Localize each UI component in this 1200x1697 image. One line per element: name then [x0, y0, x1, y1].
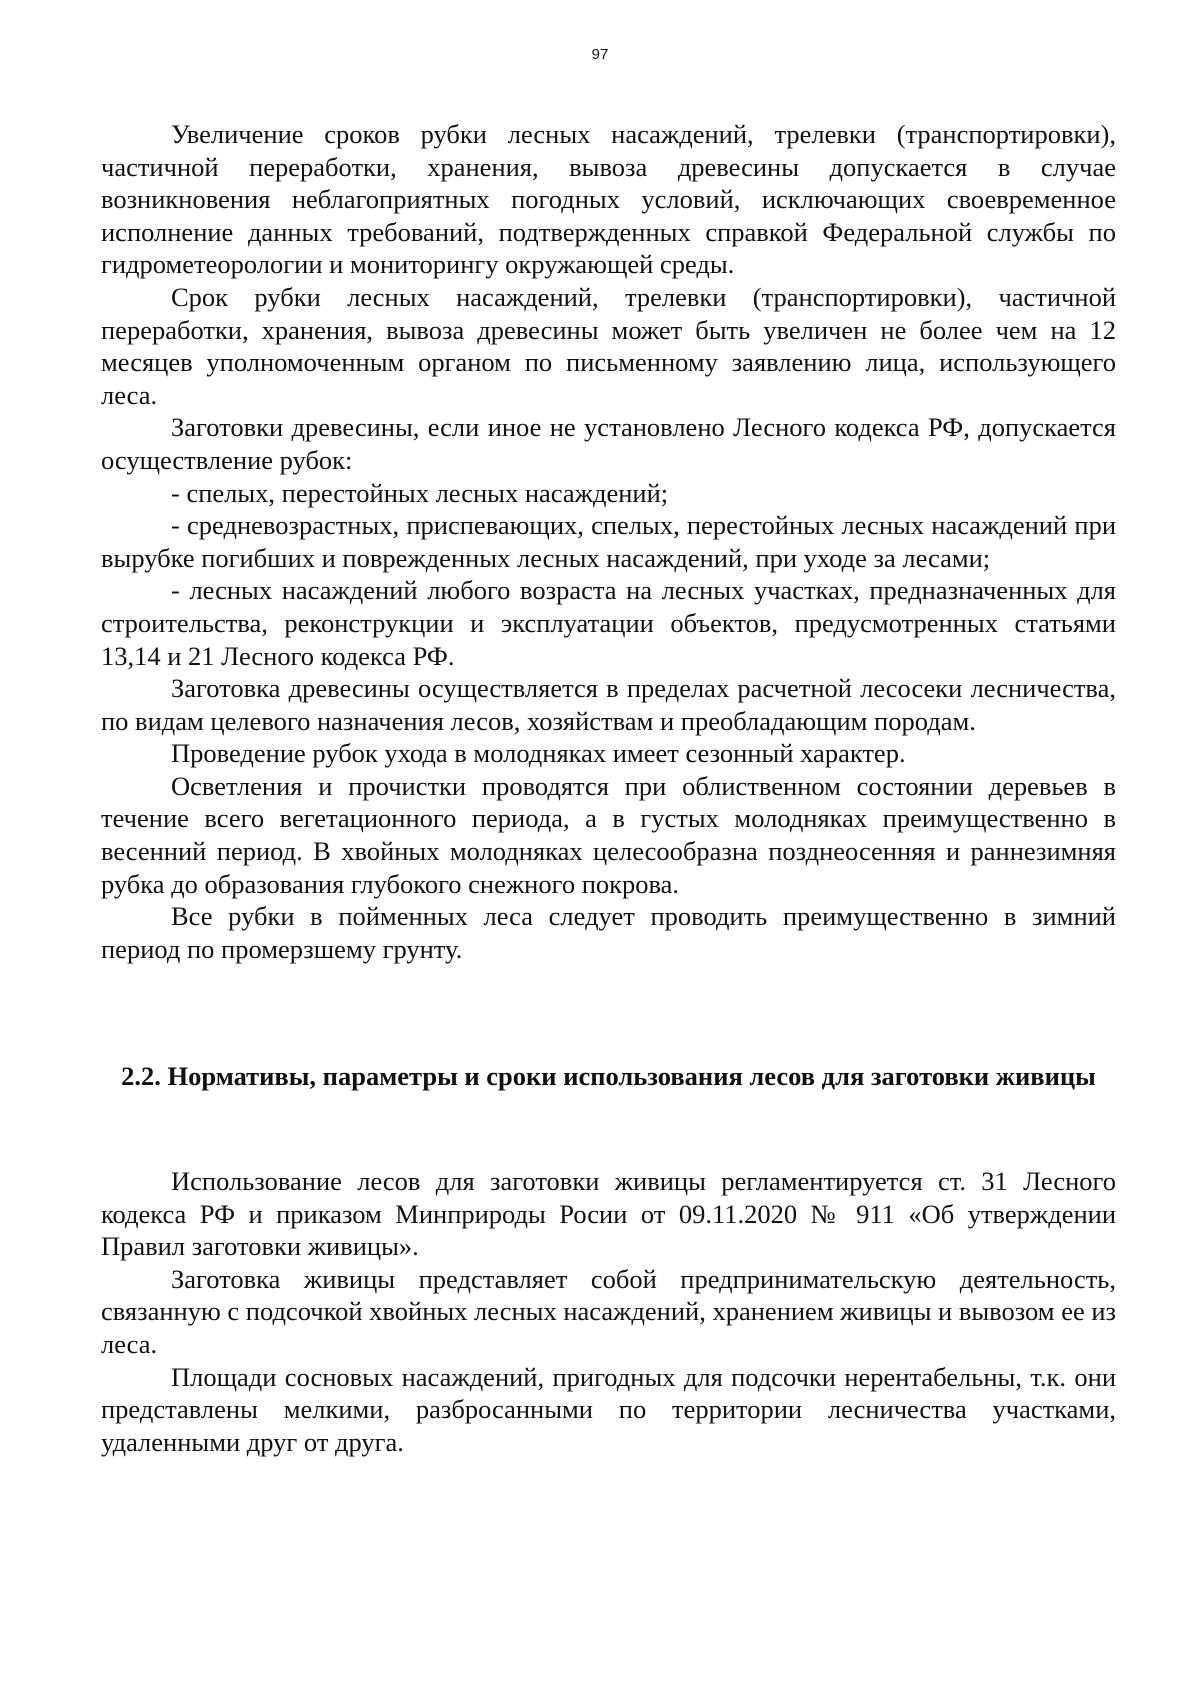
section-heading: 2.2. Нормативы, параметры и сроки использования лесов для заготовки живицы — [121, 1061, 1096, 1091]
list-item: - средневозрастных, приспевающих, спелых, перестойных лесных насаждений при вырубке погибших и поврежденных лесных насаждений, при уходе за лесами; — [101, 510, 1116, 573]
paragraph: Заготовка живицы представляет собой предпринимательскую деятельность, связанную с подсочкой хвойных лесных насаждений, хранением живицы и вывозом ее из леса. — [101, 1263, 1116, 1359]
paragraph: Осветления и прочистки проводятся при облиственном состоянии деревьев в течение всего вегетационного периода, а в густых молодняках преимущественно в весенний период. В хвойных молодняках целесообразна позднеосенняя и раннезимняя рубка до образования глубокого снежного покрова. — [101, 770, 1116, 899]
paragraph: Проведение рубок ухода в молодняках имеет сезонный характер. — [171, 738, 906, 769]
body-text-block-2 — [101, 1165, 1116, 1458]
page-number: 97 — [591, 46, 609, 63]
paragraph: Заготовка древесины осуществляется в пределах расчетной лесосеки лесничества, по видам целевого назначения лесов, хозяйствам и преобладающим породам. — [101, 673, 1116, 736]
body-text-block-1 — [101, 118, 1116, 965]
paragraph: Использование лесов для заготовки живицы регламентируется ст. 31 Лесного кодекса РФ и приказом Минприроды Росии от 09.11.2020 № 911 «Об утверждении Правил заготовки живицы». — [101, 1166, 1116, 1262]
paragraph: Все рубки в пойменных леса следует проводить преимущественно в зимний период по промерзшему грунту. — [101, 901, 1116, 964]
paragraph: Площади сосновых насаждений, пригодных для подсочки нерентабельны, т.к. они представлены мелкими, разбросанными по территории лесничества участками, удаленными друг от друга. — [101, 1361, 1116, 1457]
paragraph: Увеличение сроков рубки лесных насаждений, трелевки (транспортировки), частичной переработки, хранения, вывоза древесины допускается в случае возникновения неблагоприятных погодных условий, исключающих своевременное исполнение данных требований, подтвержденных справкой Федеральной службы по гидрометеорологии и мониторингу окружающей среды. — [101, 119, 1116, 280]
list-item: - лесных насаждений любого возраста на лесных участках, предназначенных для строительства, реконструкции и эксплуатации объектов, предусмотренных статьями 13,14 и 21 Лесного кодекса РФ. — [101, 575, 1116, 671]
paragraph: Срок рубки лесных насаждений, трелевки (транспортировки), частичной переработки, хранения, вывоза древесины может быть увеличен не более чем на 12 месяцев уполномоченным органом по письменному заявлению лица, использующего леса. — [101, 281, 1116, 410]
paragraph: Заготовки древесины, если иное не установлено Лесного кодекса РФ, допускается осуществление рубок: — [101, 412, 1116, 475]
list-item: - спелых, перестойных лесных насаждений; — [171, 477, 669, 508]
